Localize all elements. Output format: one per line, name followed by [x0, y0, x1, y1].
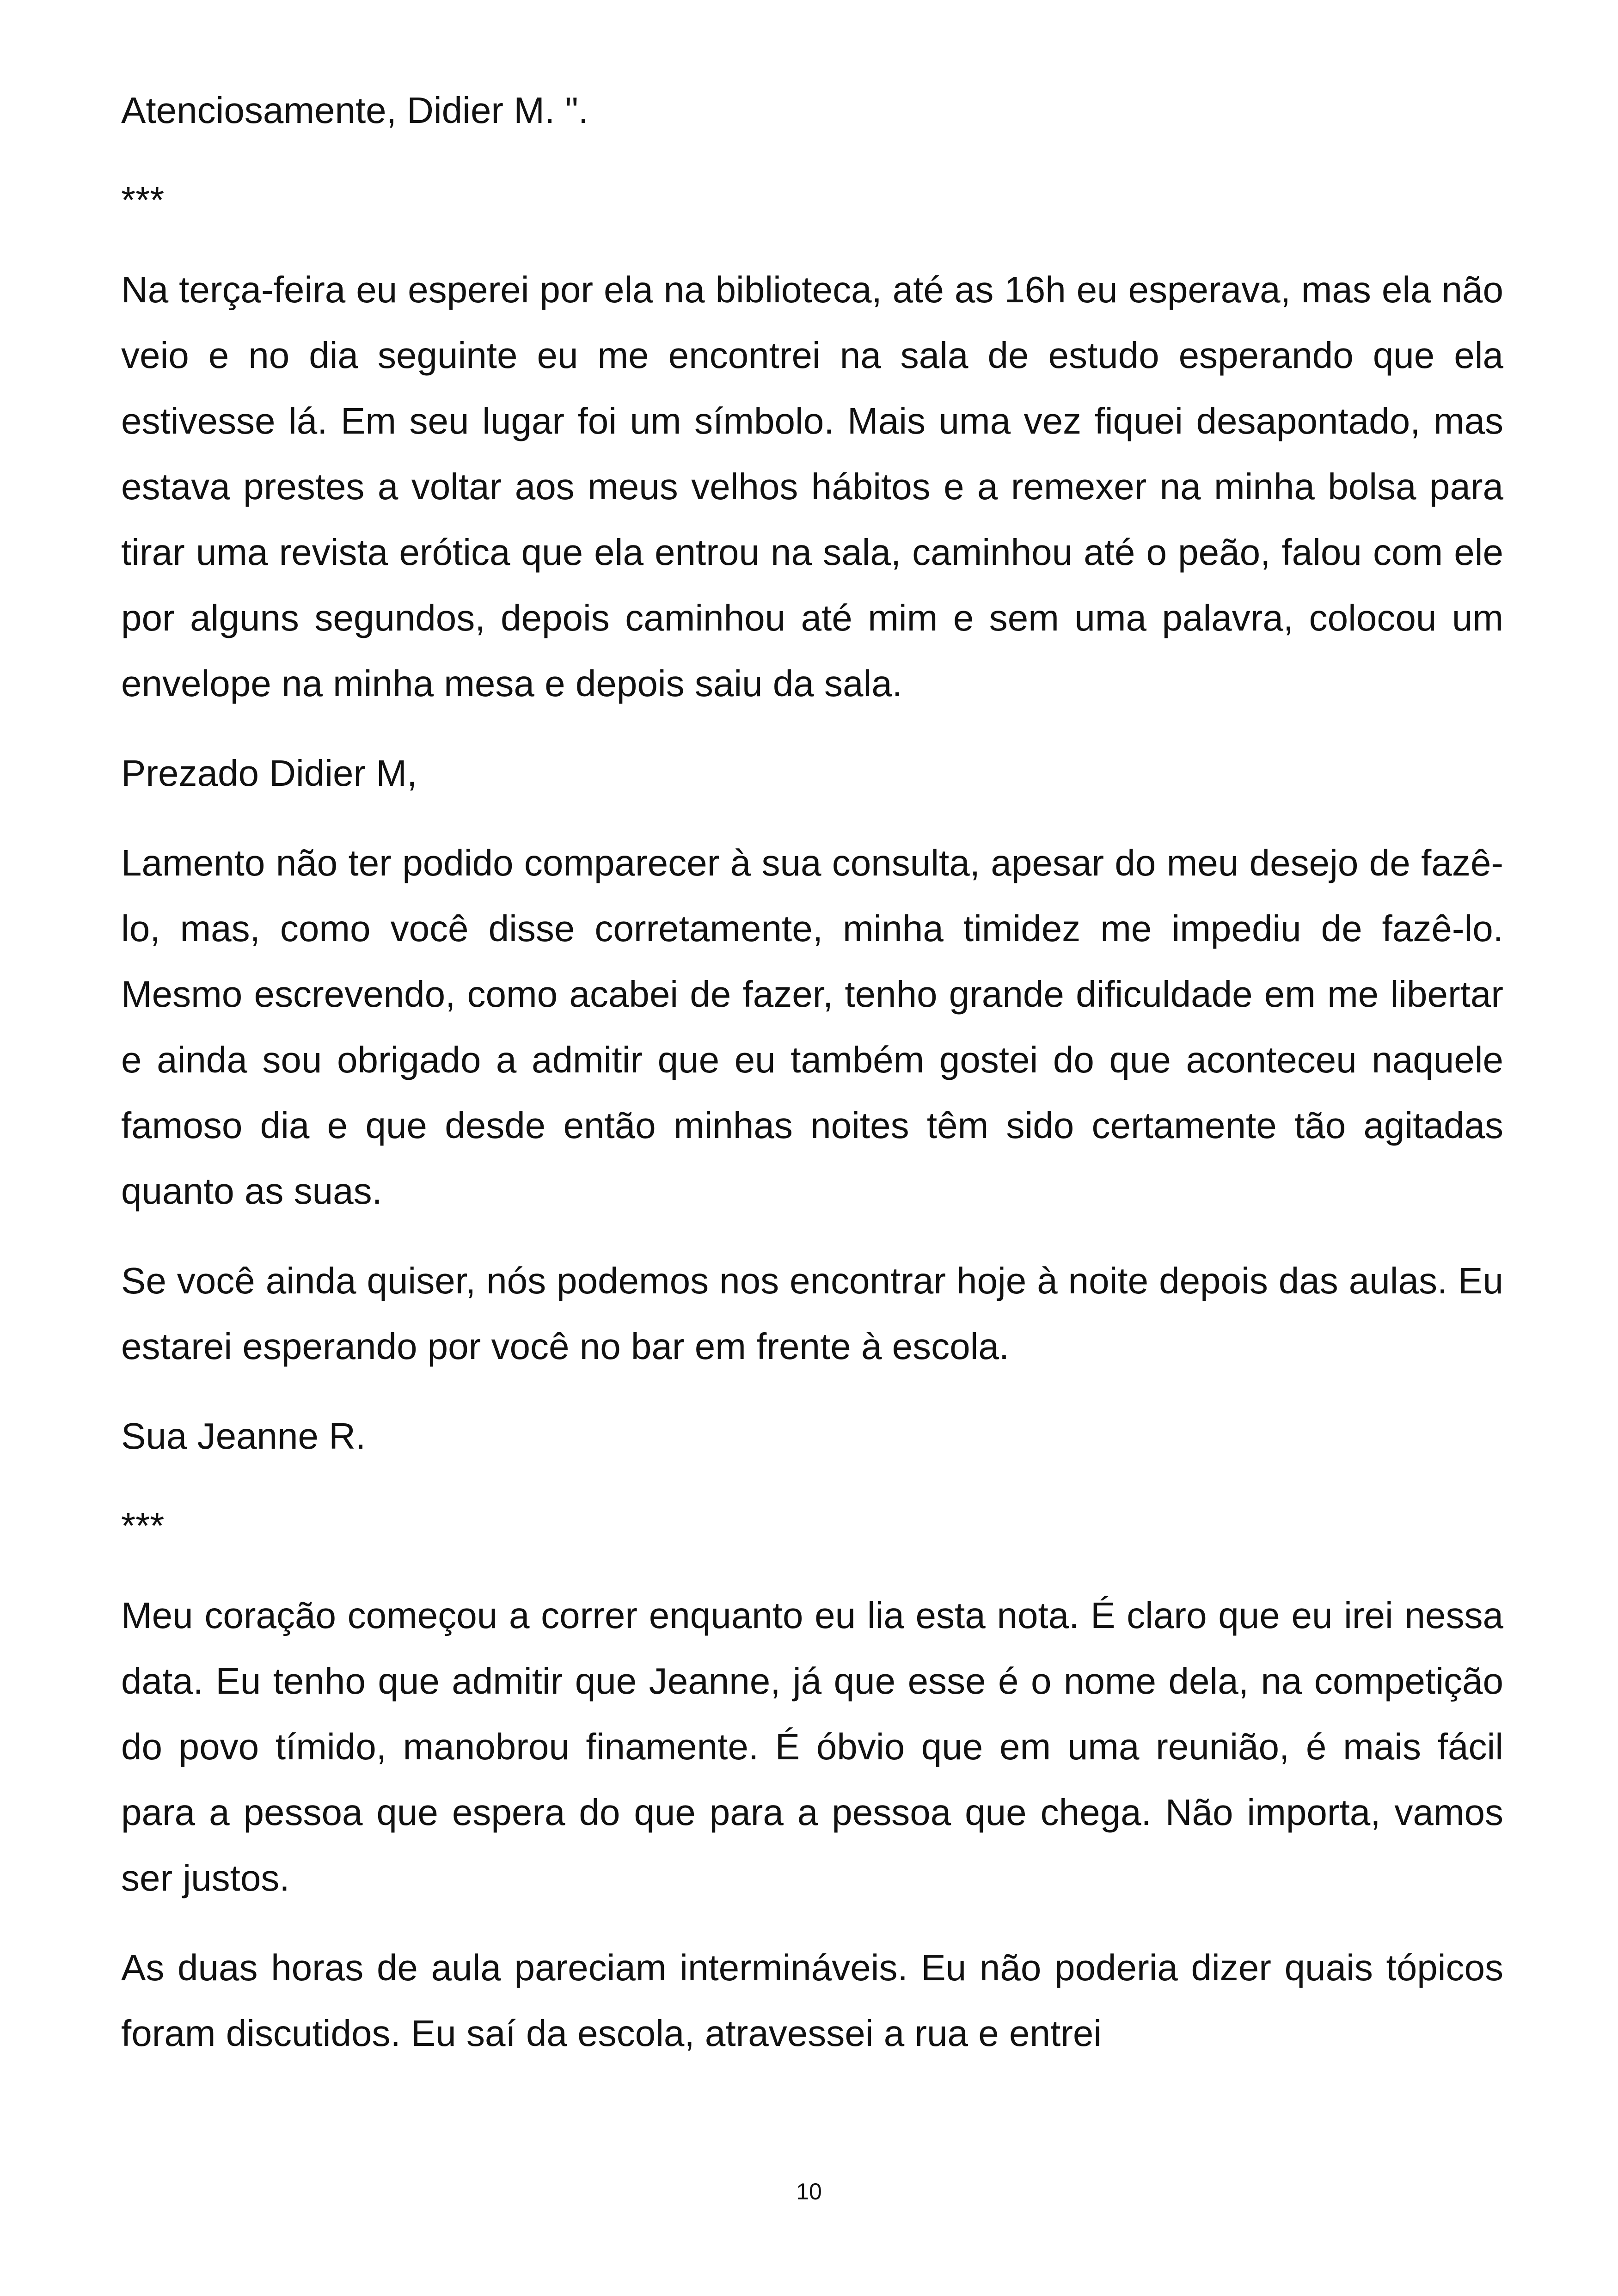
letter-salutation: Prezado Didier M, [121, 753, 417, 794]
section-separator: *** [121, 1505, 165, 1546]
paragraph: Se você ainda quiser, nós podemos nos encontrar hoje à noite depois das aulas. Eu estarei esperando por você no bar em frente à escola. [121, 1260, 1503, 1367]
letter-signature: Sua Jeanne R. [121, 1415, 366, 1457]
paragraph: Na terça-feira eu esperei por ela na biblioteca, até as 16h eu esperava, mas ela não veio e no dia seguinte eu me encontrei na sala de estudo esperando que ela estivesse lá. Em seu lugar foi um símbolo. Mais uma vez fiquei desapontado, mas estava prestes a voltar aos meus velhos hábitos e a remexer na minha bolsa para tirar uma revista erótica que ela entrou na sala, caminhou até o peão, falou com ele por alguns segundos, depois caminhou até mim e sem uma palavra, colocou um envelope na minha mesa e depois saiu da sala. [121, 269, 1503, 704]
closing-line: Atenciosamente, Didier M. ". [121, 90, 589, 131]
section-separator: *** [121, 179, 165, 220]
body-text [121, 78, 1503, 2090]
paragraph: As duas horas de aula pareciam intermináveis. Eu não poderia dizer quais tópicos foram discutidos. Eu saí da escola, atravessei a rua e entrei [121, 1947, 1503, 2054]
paragraph: Meu coração começou a correr enquanto eu lia esta nota. É claro que eu irei nessa data. Eu tenho que admitir que Jeanne, já que esse é o nome dela, na competição do povo tímido, manobrou finamente. É óbvio que em uma reunião, é mais fácil para a pessoa que espera do que para a pessoa que chega. Não importa, vamos ser justos. [121, 1595, 1503, 1898]
page-number: 10 [796, 2179, 822, 2204]
paragraph: Lamento não ter podido comparecer à sua consulta, apesar do meu desejo de fazê-lo, mas, como você disse corretamente, minha timidez me impediu de fazê-lo. Mesmo escrevendo, como acabei de fazer, tenho grande dificuldade em me libertar e ainda sou obrigado a admitir que eu também gostei do que aconteceu naquele famoso dia e que desde então minhas noites têm sido certamente tão agitadas quanto as suas. [121, 842, 1503, 1212]
